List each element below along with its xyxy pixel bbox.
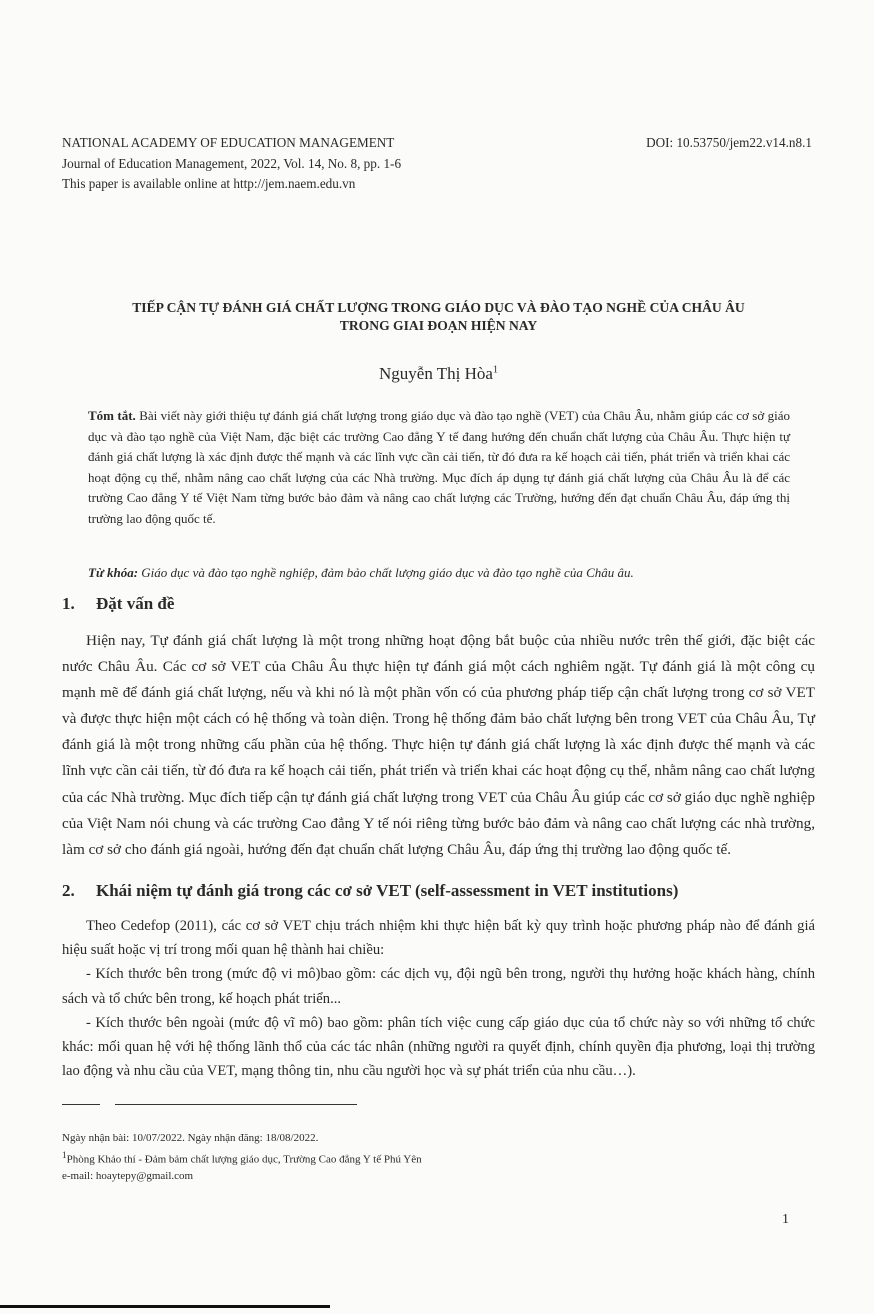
section-number: 1. [62, 594, 75, 613]
abstract-label: Tóm tắt. [88, 408, 136, 423]
section-2-body [62, 914, 815, 1083]
page-number: 1 [782, 1212, 789, 1227]
affiliation-text: Phòng Khảo thí - Đảm bảm chất lượng giáo dục, Trường Cao đẳng Y tế Phú Yên [66, 1153, 422, 1166]
author-name: Nguyễn Thị Hòa [379, 364, 493, 383]
keywords-text: Giáo dục và đào tạo nghề nghiệp, đảm bảo chất lượng giáo dục và đào tạo nghề của Châu âu. [138, 565, 634, 580]
paragraph: - Kích thước bên trong (mức độ vi mô)bao gồm: các dịch vụ, đội ngũ bên trong, người thụ hưởng hoặc khách hàng, chính sách và tổ chức bên trong, kế hoạch phát triển... [62, 966, 815, 1007]
paper-title [62, 299, 815, 335]
keywords [88, 565, 808, 581]
institution: NATIONAL ACADEMY OF EDUCATION MANAGEMENT [62, 135, 395, 150]
doi: DOI: 10.53750/jem22.v14.n8.1 [646, 135, 812, 150]
keywords-label: Từ khóa: [88, 565, 139, 580]
scan-edge-line [0, 1305, 330, 1308]
running-header [62, 133, 401, 195]
paragraph: Hiện nay, Tự đánh giá chất lượng là một trong những hoạt động bắt buộc của nhiều nước trên thế giới, đặc biệt các nước Châu Âu. Các cơ sở VET của Châu Âu thực hiện tự đánh giá một cách nghiêm ngặt. Tự đánh giá là một công cụ mạnh mẽ để đánh giá chất lượng, nếu và khi nó là một phần vốn có của phương pháp tiếp cận chất lượng trong cơ sở VET và được thực hiện một cách có hệ thống và toàn diện. Trong hệ thống đảm bảo chất lượng bên trong VET của Châu Âu, Tự đánh giá là một trong những cấu phần của hệ thống. Thực hiện tự đánh giá chất lượng là xác định được thế mạnh và các lĩnh vực cần cải tiến, từ đó đưa ra kế hoạch cải tiến, phát triển và triển khai các hoạt động cụ thể, nhằm nâng cao chất lượng của các Nhà trường. Mục đích tiếp cận tự đánh giá chất lượng trong VET của Châu Âu giúp các cơ sở giáo dục nghề nghiệp của Việt Nam nói chung và các trường Cao đẳng Y tế nói riêng từng bước bảo đảm và nâng cao chất lượng các nhà trường, làm cơ sở cho đánh giá ngoài, hướng đến đạt chuẩn chất lượng Châu Âu, đáp ứng thị trường lao động quốc tế. [62, 632, 815, 858]
footnote-dates: Ngày nhận bài: 10/07/2022. Ngày nhận đăng: 18/08/2022. [62, 1132, 319, 1144]
journal-citation: Journal of Education Management, 2022, Vol. 14, No. 8, pp. 1-6 [62, 155, 402, 171]
section-1-body [62, 628, 815, 863]
abstract-text: Bài viết này giới thiệu tự đánh giá chất lượng trong giáo dục và đào tạo nghề (VET) của Châu Âu, nhằm giúp các cơ sở giáo dục và đào tạo nghề của Việt Nam, đặc biệt các trường Cao đẳng Y tế đang hướng đến chuẩn chất lượng của Châu Âu. Thực hiện tự đánh giá chất lượng là xác định được thế mạnh và các lĩnh vực cần cải tiến, từ đó đưa ra kế hoạch cải tiến, phát triển và triển khai các hoạt động cụ thể, nhằm nâng cao chất lượng của các Nhà trường. Mục đích áp dụng tự đánh giá chất lượng của Châu Âu là để các trường Cao đẳng Y tế Việt Nam từng bước bảo đảm và nâng cao chất lượng các Trường, hướng đến đạt chuẩn Châu Âu, đáp ứng thị trường lao động quốc tế. [88, 408, 790, 526]
section-heading-1 [62, 594, 174, 614]
section-heading-2 [62, 881, 678, 901]
footnote-email: e-mail: hoaytepy@gmail.com [62, 1169, 194, 1182]
availability-note: This paper is available online at http://jem.naem.edu.vn [62, 176, 356, 191]
abstract [88, 406, 790, 530]
section-number: 2. [62, 881, 75, 900]
author [62, 364, 815, 384]
paragraph: Theo Cedefop (2011), các cơ sở VET chịu trách nhiệm khi thực hiện bất kỳ quy trình hoặc phương pháp nào để đánh giá hiệu suất hoặc vị trí trong mối quan hệ thành hai chiều: [62, 918, 815, 959]
affiliation-mark: 1 [62, 1149, 67, 1160]
footnotes [62, 1130, 422, 1184]
section-title: Đặt vấn đề [96, 594, 175, 613]
author-mark: 1 [492, 364, 498, 376]
footnote-affiliation [62, 1147, 422, 1168]
footnote-rule [115, 1104, 357, 1105]
title-line-2: TRONG GIAI ĐOẠN HIỆN NAY [339, 318, 538, 333]
footnote-rule [62, 1104, 100, 1105]
title-line-1: TIẾP CẬN TỰ ĐÁNH GIÁ CHẤT LƯỢNG TRONG GIÁO DỤC VÀ ĐÀO TẠO NGHỀ CỦA CHÂU ÂU [132, 300, 745, 315]
paragraph: - Kích thước bên ngoài (mức độ vĩ mô) bao gồm: phân tích việc cung cấp giáo dục của tổ chức này so với những tổ chức khác: mối quan hệ với hệ thống lãnh thổ của các tác nhân (những người ra quyết định, chính quyền địa phương, loại thị trường lao động và nhu cầu của VET, mạng thông tin, nhu cầu người học và sự phát triển của nhu cầu…). [62, 1014, 815, 1080]
section-title: Khái niệm tự đánh giá trong các cơ sở VET (self-assessment in VET institutions) [96, 881, 679, 900]
